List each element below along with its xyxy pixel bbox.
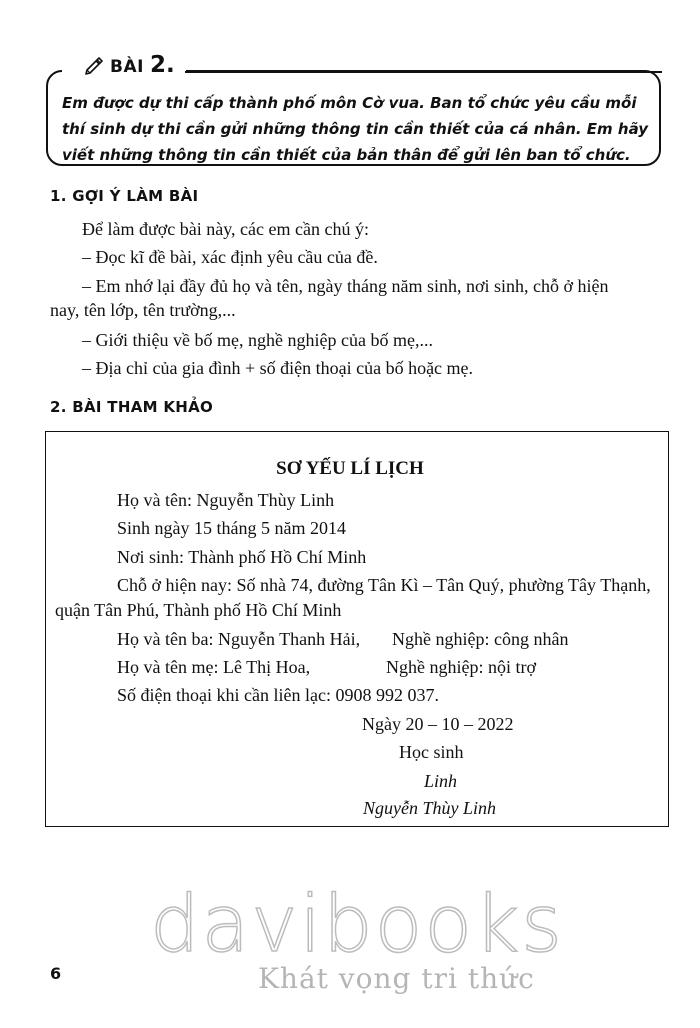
pencil-icon — [84, 55, 104, 75]
resume-name: Họ và tên: Nguyễn Thùy Linh — [117, 490, 335, 510]
exercise-label: BÀI — [110, 57, 144, 77]
hint-item: – Giới thiệu về bố mẹ, nghề nghiệp của bố mẹ,... — [82, 330, 433, 350]
resume-father-job: Nghề nghiệp: công nhân — [392, 629, 569, 649]
signer-role: Học sinh — [399, 742, 464, 762]
resume-title: SƠ YẾU LÍ LỊCH — [276, 458, 424, 479]
signer-name: Nguyễn Thùy Linh — [363, 798, 496, 818]
hint-item-continued: nay, tên lớp, tên trường,... — [50, 300, 236, 320]
resume-phone: Số điện thoại khi cần liên lạc: 0908 992 037. — [117, 685, 439, 705]
resume-birth: Sinh ngày 15 tháng 5 năm 2014 — [117, 518, 346, 538]
section-reference-title: 2. BÀI THAM KHẢO — [50, 398, 214, 416]
hint-item: – Địa chỉ của gia đình + số điện thoại của bố hoặc mẹ. — [82, 358, 474, 378]
watermark-brand: davibooks — [150, 880, 564, 970]
header-rule — [185, 71, 662, 73]
exercise-prompt: Em được dự thi cấp thành phố môn Cờ vua. Ban tổ chức yêu cầu mỗi thí sinh dự thi cần gửi những thông tin cần thiết của cá nhân. Em hãy viết những thông tin cần thiết của bản thân để gửi lên ban tổ chức. — [62, 94, 649, 164]
hint-intro: Để làm được bài này, các em cần chú ý: — [82, 219, 369, 239]
resume-address-continued: quận Tân Phú, Thành phố Hồ Chí Minh — [55, 600, 342, 620]
exercise-header — [84, 52, 183, 78]
signature: Linh — [424, 771, 458, 791]
resume-mother-name: Họ và tên mẹ: Lê Thị Hoa, — [117, 657, 311, 677]
resume-date: Ngày 20 – 10 – 2022 — [362, 714, 514, 734]
section-hint-title: 1. GỢI Ý LÀM BÀI — [50, 187, 199, 205]
page-number: 6 — [50, 964, 62, 983]
resume-birthplace: Nơi sinh: Thành phố Hồ Chí Minh — [117, 547, 367, 567]
resume-mother-job: Nghề nghiệp: nội trợ — [386, 657, 536, 677]
resume-father-name: Họ và tên ba: Nguyễn Thanh Hải, — [117, 629, 361, 649]
exercise-number: 2. — [149, 52, 175, 78]
resume-address: Chỗ ở hiện nay: Số nhà 74, đường Tân Kì – Tân Quý, phường Tây Thạnh, — [117, 575, 651, 595]
hint-item: – Đọc kĩ đề bài, xác định yêu cầu của đề. — [82, 247, 378, 267]
watermark — [150, 880, 570, 1000]
watermark-slogan: Khát vọng tri thức — [258, 962, 535, 995]
hint-item: – Em nhớ lại đầy đủ họ và tên, ngày tháng năm sinh, nơi sinh, chỗ ở hiện — [82, 276, 609, 296]
